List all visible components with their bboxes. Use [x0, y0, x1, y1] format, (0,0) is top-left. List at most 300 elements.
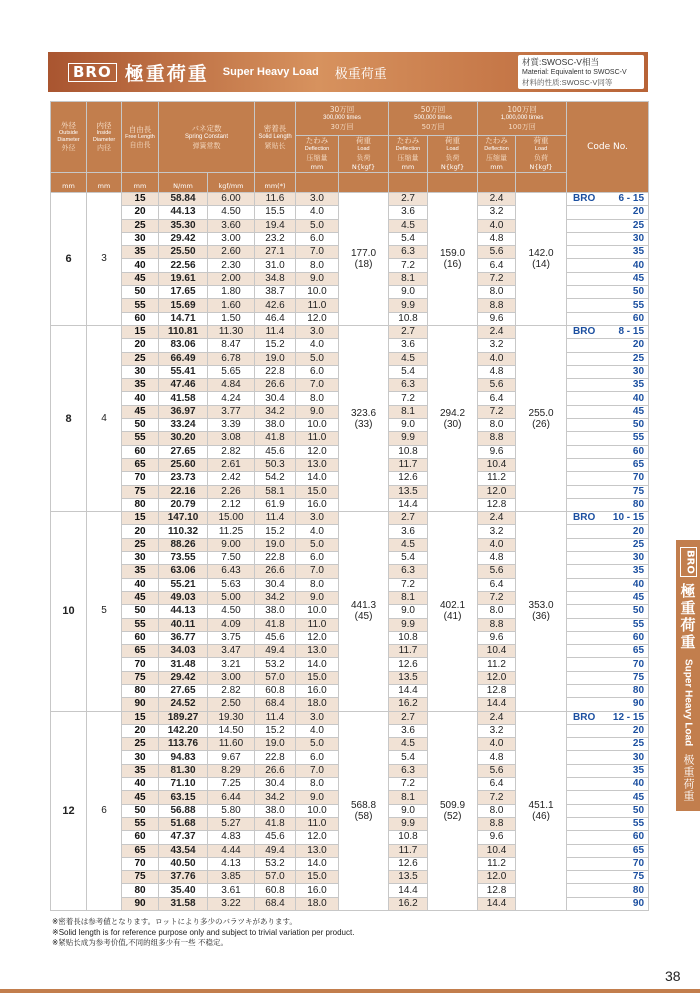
spring-n: 88.26 — [159, 538, 208, 551]
deflection-500k: 10.8 — [389, 312, 428, 325]
deflection-1m: 11.2 — [478, 857, 516, 870]
spring-kgf: 9.67 — [208, 751, 255, 764]
deflection-1m: 2.4 — [478, 512, 516, 525]
solid-length: 19.0 — [255, 352, 296, 365]
deflection-500k: 3.6 — [389, 724, 428, 737]
free-length: 30 — [122, 365, 159, 378]
col-1m: 100万回 1,000,000 times 100万回 — [478, 102, 567, 136]
free-length: 30 — [122, 751, 159, 764]
deflection-500k: 16.2 — [389, 897, 428, 910]
solid-length: 23.2 — [255, 232, 296, 245]
col-300k: 30万回 300,000 times 30万回 — [296, 102, 389, 136]
free-length: 20 — [122, 206, 159, 219]
code-no[interactable]: 25 — [567, 738, 649, 751]
deflection-300k: 13.0 — [296, 458, 339, 471]
deflection-300k: 3.0 — [296, 193, 339, 206]
code-no[interactable]: 20 — [567, 206, 649, 219]
spring-kgf: 1.80 — [208, 286, 255, 299]
solid-length: 19.0 — [255, 738, 296, 751]
free-length: 30 — [122, 552, 159, 565]
code-no[interactable]: 50 — [567, 605, 649, 618]
free-length: 55 — [122, 432, 159, 445]
deflection-300k: 6.0 — [296, 232, 339, 245]
free-length: 50 — [122, 286, 159, 299]
spring-n: 29.42 — [159, 671, 208, 684]
code-no[interactable]: 25 — [567, 538, 649, 551]
spring-kgf: 4.50 — [208, 206, 255, 219]
free-length: 65 — [122, 645, 159, 658]
deflection-300k: 13.0 — [296, 645, 339, 658]
code-no[interactable]: 30 — [567, 552, 649, 565]
free-length: 25 — [122, 352, 159, 365]
deflection-500k: 8.1 — [389, 272, 428, 285]
solid-length: 38.7 — [255, 286, 296, 299]
deflection-300k: 14.0 — [296, 472, 339, 485]
spring-n: 142.20 — [159, 724, 208, 737]
footnotes — [52, 917, 354, 949]
unit-nmm: N/mm — [159, 173, 208, 193]
code-no[interactable]: 80 — [567, 498, 649, 511]
code-no[interactable]: 65 — [567, 458, 649, 471]
solid-length: 26.6 — [255, 764, 296, 777]
deflection-500k: 5.4 — [389, 751, 428, 764]
deflection-300k: 16.0 — [296, 684, 339, 697]
unit-cell — [296, 173, 339, 193]
deflection-1m: 8.0 — [478, 605, 516, 618]
solid-length: 11.4 — [255, 512, 296, 525]
free-length: 55 — [122, 817, 159, 830]
deflection-500k: 8.1 — [389, 791, 428, 804]
code-no[interactable]: 40 — [567, 259, 649, 272]
free-length: 45 — [122, 591, 159, 604]
free-length: 45 — [122, 405, 159, 418]
deflection-1m: 4.0 — [478, 219, 516, 232]
code-no[interactable]: 25 — [567, 352, 649, 365]
code-no[interactable]: 65 — [567, 645, 649, 658]
spring-kgf: 2.82 — [208, 684, 255, 697]
code-no[interactable]: 30 — [567, 751, 649, 764]
solid-length: 49.4 — [255, 844, 296, 857]
free-length: 20 — [122, 525, 159, 538]
spring-n: 33.24 — [159, 419, 208, 432]
code-no[interactable]: 35 — [567, 565, 649, 578]
page-number: 38 — [665, 968, 681, 984]
deflection-500k: 10.8 — [389, 831, 428, 844]
free-length: 35 — [122, 246, 159, 259]
deflection-300k: 8.0 — [296, 578, 339, 591]
code-no[interactable]: BRO 10 - 15 — [567, 512, 649, 525]
deflection-500k: 5.4 — [389, 365, 428, 378]
spring-kgf: 5.63 — [208, 578, 255, 591]
unit-solid: mm(*) — [255, 173, 296, 193]
spring-kgf: 4.84 — [208, 379, 255, 392]
code-no[interactable]: 70 — [567, 857, 649, 870]
free-length: 25 — [122, 538, 159, 551]
spring-kgf: 8.47 — [208, 339, 255, 352]
spring-kgf: 3.22 — [208, 897, 255, 910]
deflection-500k: 9.9 — [389, 432, 428, 445]
spring-n: 29.42 — [159, 232, 208, 245]
deflection-300k: 9.0 — [296, 591, 339, 604]
deflection-500k: 12.6 — [389, 472, 428, 485]
free-length: 70 — [122, 472, 159, 485]
code-no[interactable]: 60 — [567, 631, 649, 644]
spring-kgf: 3.60 — [208, 219, 255, 232]
code-no[interactable]: 65 — [567, 844, 649, 857]
deflection-500k: 2.7 — [389, 512, 428, 525]
unit-id: mm — [87, 173, 122, 193]
solid-length: 38.0 — [255, 419, 296, 432]
free-length: 60 — [122, 631, 159, 644]
code-no[interactable]: 60 — [567, 312, 649, 325]
spring-n: 24.52 — [159, 698, 208, 711]
spring-kgf: 3.00 — [208, 232, 255, 245]
deflection-300k: 8.0 — [296, 259, 339, 272]
deflection-1m: 4.8 — [478, 232, 516, 245]
col-free-length: 自由長 Free Length 自由長 — [122, 102, 159, 173]
deflection-1m: 4.0 — [478, 538, 516, 551]
deflection-1m: 2.4 — [478, 193, 516, 206]
deflection-1m: 7.2 — [478, 405, 516, 418]
spring-kgf: 9.00 — [208, 538, 255, 551]
spring-kgf: 2.82 — [208, 445, 255, 458]
outside-diameter: 8 — [51, 325, 87, 511]
deflection-1m: 8.0 — [478, 804, 516, 817]
code-no[interactable]: 40 — [567, 578, 649, 591]
deflection-300k: 7.0 — [296, 764, 339, 777]
inside-diameter: 6 — [87, 711, 122, 910]
deflection-500k: 9.0 — [389, 804, 428, 817]
deflection-300k: 10.0 — [296, 419, 339, 432]
deflection-1m: 6.4 — [478, 578, 516, 591]
deflection-1m: 9.6 — [478, 831, 516, 844]
load-500k: 402.1 (41) — [428, 512, 478, 711]
solid-length: 68.4 — [255, 698, 296, 711]
code-no[interactable]: 25 — [567, 219, 649, 232]
code-no[interactable]: 20 — [567, 724, 649, 737]
deflection-300k: 15.0 — [296, 671, 339, 684]
solid-length: 60.8 — [255, 884, 296, 897]
spring-n: 27.65 — [159, 684, 208, 697]
deflection-1m: 7.2 — [478, 591, 516, 604]
load-300k: 323.6 (33) — [339, 325, 389, 511]
solid-length: 31.0 — [255, 259, 296, 272]
outside-diameter: 6 — [51, 193, 87, 326]
solid-length: 38.0 — [255, 605, 296, 618]
spring-kgf: 3.61 — [208, 884, 255, 897]
code-no[interactable]: 50 — [567, 286, 649, 299]
deflection-300k: 3.0 — [296, 711, 339, 724]
spring-kgf: 19.30 — [208, 711, 255, 724]
deflection-1m: 10.4 — [478, 844, 516, 857]
deflection-1m: 6.4 — [478, 259, 516, 272]
deflection-500k: 14.4 — [389, 498, 428, 511]
spring-n: 49.03 — [159, 591, 208, 604]
deflection-500k: 5.4 — [389, 232, 428, 245]
spring-n: 23.73 — [159, 472, 208, 485]
deflection-500k: 2.7 — [389, 325, 428, 338]
code-no[interactable]: 35 — [567, 764, 649, 777]
deflection-500k: 2.7 — [389, 193, 428, 206]
solid-length: 42.6 — [255, 299, 296, 312]
deflection-1m: 7.2 — [478, 272, 516, 285]
code-no[interactable]: 90 — [567, 698, 649, 711]
deflection-500k: 8.1 — [389, 591, 428, 604]
code-no[interactable]: 30 — [567, 365, 649, 378]
spring-kgf: 3.39 — [208, 419, 255, 432]
deflection-300k: 15.0 — [296, 871, 339, 884]
deflection-500k: 9.0 — [389, 286, 428, 299]
free-length: 80 — [122, 884, 159, 897]
deflection-300k: 18.0 — [296, 897, 339, 910]
deflection-500k: 6.3 — [389, 246, 428, 259]
deflection-300k: 3.0 — [296, 512, 339, 525]
deflection-500k: 16.2 — [389, 698, 428, 711]
solid-length: 15.5 — [255, 206, 296, 219]
code-no[interactable]: 20 — [567, 525, 649, 538]
deflection-500k: 5.4 — [389, 552, 428, 565]
deflection-300k: 9.0 — [296, 405, 339, 418]
outside-diameter: 12 — [51, 711, 87, 910]
inside-diameter: 4 — [87, 325, 122, 511]
code-no[interactable]: 75 — [567, 871, 649, 884]
free-length: 60 — [122, 831, 159, 844]
deflection-300k: 9.0 — [296, 272, 339, 285]
spring-n: 40.11 — [159, 618, 208, 631]
code-no[interactable]: 55 — [567, 432, 649, 445]
code-no[interactable]: 40 — [567, 392, 649, 405]
free-length: 25 — [122, 738, 159, 751]
spring-kgf: 3.47 — [208, 645, 255, 658]
code-no[interactable]: 50 — [567, 419, 649, 432]
deflection-300k: 16.0 — [296, 884, 339, 897]
deflection-500k: 9.0 — [389, 605, 428, 618]
title-banner — [48, 52, 648, 92]
spring-kgf: 2.30 — [208, 259, 255, 272]
deflection-300k: 12.0 — [296, 312, 339, 325]
code-no[interactable]: 55 — [567, 618, 649, 631]
free-length: 35 — [122, 379, 159, 392]
code-no[interactable]: 60 — [567, 831, 649, 844]
deflection-300k: 18.0 — [296, 698, 339, 711]
free-length: 75 — [122, 485, 159, 498]
load-500k: 509.9 (52) — [428, 711, 478, 910]
deflection-300k: 16.0 — [296, 498, 339, 511]
solid-length: 58.1 — [255, 485, 296, 498]
spring-n: 47.37 — [159, 831, 208, 844]
deflection-500k: 6.3 — [389, 565, 428, 578]
spring-n: 22.56 — [159, 259, 208, 272]
spring-n: 81.30 — [159, 764, 208, 777]
solid-length: 53.2 — [255, 658, 296, 671]
deflection-1m: 4.8 — [478, 552, 516, 565]
deflection-1m: 12.8 — [478, 498, 516, 511]
code-no[interactable]: 55 — [567, 299, 649, 312]
free-length: 30 — [122, 232, 159, 245]
side-index-tab[interactable] — [676, 540, 700, 811]
table-row — [51, 512, 649, 525]
free-length: 55 — [122, 299, 159, 312]
footnote-jp: ※密着長は参考値となります。ロットにより多少のバラツキがあります。 — [52, 917, 297, 926]
spring-n: 22.16 — [159, 485, 208, 498]
deflection-300k: 5.0 — [296, 219, 339, 232]
deflection-500k: 3.6 — [389, 339, 428, 352]
col-inside-diameter: 内径 Inside Diameter 内径 — [87, 102, 122, 173]
spring-n: 110.32 — [159, 525, 208, 538]
deflection-500k: 4.5 — [389, 352, 428, 365]
footnote-en: ※Solid length is for reference purpose only and subject to trivial variation per product. — [52, 927, 355, 937]
solid-length: 22.8 — [255, 552, 296, 565]
title-chinese: 极重荷重 — [334, 66, 387, 82]
code-no[interactable]: 45 — [567, 405, 649, 418]
spring-n: 31.58 — [159, 897, 208, 910]
load-1m: 451.1 (46) — [516, 711, 567, 910]
free-length: 65 — [122, 844, 159, 857]
spring-kgf: 6.78 — [208, 352, 255, 365]
spring-n: 73.55 — [159, 552, 208, 565]
spring-kgf: 5.27 — [208, 817, 255, 830]
code-no[interactable]: BRO 8 - 15 — [567, 325, 649, 338]
spring-n: 15.69 — [159, 299, 208, 312]
code-no[interactable]: 45 — [567, 272, 649, 285]
deflection-500k: 7.2 — [389, 259, 428, 272]
spring-n: 25.60 — [159, 458, 208, 471]
deflection-1m: 9.6 — [478, 631, 516, 644]
table-row — [51, 711, 649, 724]
code-no[interactable]: BRO 6 - 15 — [567, 193, 649, 206]
code-no[interactable]: BRO 12 - 15 — [567, 711, 649, 724]
deflection-1m: 12.0 — [478, 671, 516, 684]
spring-kgf: 7.25 — [208, 778, 255, 791]
deflection-1m: 5.6 — [478, 246, 516, 259]
spring-n: 41.58 — [159, 392, 208, 405]
deflection-300k: 3.0 — [296, 325, 339, 338]
solid-length: 30.4 — [255, 392, 296, 405]
code-no[interactable]: 30 — [567, 232, 649, 245]
deflection-1m: 9.6 — [478, 312, 516, 325]
spring-n: 44.13 — [159, 605, 208, 618]
deflection-500k: 10.8 — [389, 445, 428, 458]
deflection-300k: 7.0 — [296, 379, 339, 392]
solid-length: 41.8 — [255, 817, 296, 830]
load-300k: 441.3 (45) — [339, 512, 389, 711]
free-length: 65 — [122, 458, 159, 471]
solid-length: 45.6 — [255, 445, 296, 458]
deflection-1m: 4.0 — [478, 738, 516, 751]
load-500k: 294.2 (30) — [428, 325, 478, 511]
solid-length: 15.2 — [255, 724, 296, 737]
side-badge: BRO — [680, 547, 697, 577]
load-1m: 353.0 (36) — [516, 512, 567, 711]
spring-kgf: 4.50 — [208, 605, 255, 618]
spring-n: 27.65 — [159, 445, 208, 458]
deflection-300k: 13.0 — [296, 844, 339, 857]
deflection-500k: 7.2 — [389, 578, 428, 591]
free-length: 40 — [122, 259, 159, 272]
free-length: 80 — [122, 498, 159, 511]
deflection-1m: 4.8 — [478, 365, 516, 378]
spring-n: 30.20 — [159, 432, 208, 445]
deflection-1m: 14.4 — [478, 897, 516, 910]
code-no[interactable]: 35 — [567, 379, 649, 392]
unit-cell — [516, 173, 567, 193]
code-no[interactable]: 80 — [567, 684, 649, 697]
col-outside-diameter: 外径 Outside Diameter 外径 — [51, 102, 87, 173]
deflection-1m: 8.8 — [478, 299, 516, 312]
deflection-300k: 14.0 — [296, 658, 339, 671]
solid-length: 41.8 — [255, 432, 296, 445]
code-no[interactable]: 40 — [567, 778, 649, 791]
deflection-300k: 8.0 — [296, 392, 339, 405]
deflection-500k: 7.2 — [389, 392, 428, 405]
code-no[interactable]: 35 — [567, 246, 649, 259]
code-no[interactable]: 80 — [567, 884, 649, 897]
code-no[interactable]: 45 — [567, 791, 649, 804]
solid-length: 49.4 — [255, 645, 296, 658]
code-no[interactable]: 75 — [567, 671, 649, 684]
spring-n: 51.68 — [159, 817, 208, 830]
code-no[interactable]: 75 — [567, 485, 649, 498]
deflection-300k: 12.0 — [296, 831, 339, 844]
load-subheader-1: 荷重 Load 负荷 N{kgf} — [428, 136, 478, 173]
col-code-no: Code No. — [567, 102, 649, 193]
deflection-500k: 4.5 — [389, 219, 428, 232]
series-badge: BRO — [68, 63, 117, 82]
load-1m: 255.0 (26) — [516, 325, 567, 511]
deflection-300k: 7.0 — [296, 246, 339, 259]
deflection-500k: 13.5 — [389, 671, 428, 684]
spring-n: 56.88 — [159, 804, 208, 817]
solid-length: 45.6 — [255, 631, 296, 644]
free-length: 45 — [122, 791, 159, 804]
spring-kgf: 3.85 — [208, 871, 255, 884]
free-length: 40 — [122, 578, 159, 591]
deflection-1m: 6.4 — [478, 392, 516, 405]
deflection-300k: 8.0 — [296, 778, 339, 791]
code-no[interactable]: 90 — [567, 897, 649, 910]
free-length: 50 — [122, 605, 159, 618]
spring-n: 66.49 — [159, 352, 208, 365]
spring-kgf: 4.44 — [208, 844, 255, 857]
spring-n: 17.65 — [159, 286, 208, 299]
load-subheader-2: 荷重 Load 负荷 N{kgf} — [516, 136, 567, 173]
material-box — [518, 55, 644, 89]
title-japanese: 極重荷重 — [124, 62, 209, 85]
spring-kgf: 4.09 — [208, 618, 255, 631]
load-subheader-0: 荷重 Load 负荷 N{kgf} — [339, 136, 389, 173]
col-solid-length: 密着長 Solid Length 紧贴长 — [255, 102, 296, 173]
spring-n: 36.77 — [159, 631, 208, 644]
code-no[interactable]: 50 — [567, 804, 649, 817]
deflection-1m: 11.2 — [478, 658, 516, 671]
code-no[interactable]: 20 — [567, 339, 649, 352]
spring-n: 19.61 — [159, 272, 208, 285]
spring-n: 44.13 — [159, 206, 208, 219]
defl-subheader-1: たわみ Deflection 压缩量 mm — [389, 136, 428, 173]
code-no[interactable]: 60 — [567, 445, 649, 458]
code-no[interactable]: 70 — [567, 472, 649, 485]
code-no[interactable]: 45 — [567, 591, 649, 604]
defl-subheader-0: たわみ Deflection 压缩量 mm — [296, 136, 339, 173]
free-length: 20 — [122, 339, 159, 352]
side-title-cn: 极重荷重 — [682, 754, 695, 803]
code-no[interactable]: 70 — [567, 658, 649, 671]
solid-length: 60.8 — [255, 684, 296, 697]
code-no[interactable]: 55 — [567, 817, 649, 830]
free-length: 55 — [122, 618, 159, 631]
solid-length: 15.2 — [255, 525, 296, 538]
spring-kgf: 4.13 — [208, 857, 255, 870]
